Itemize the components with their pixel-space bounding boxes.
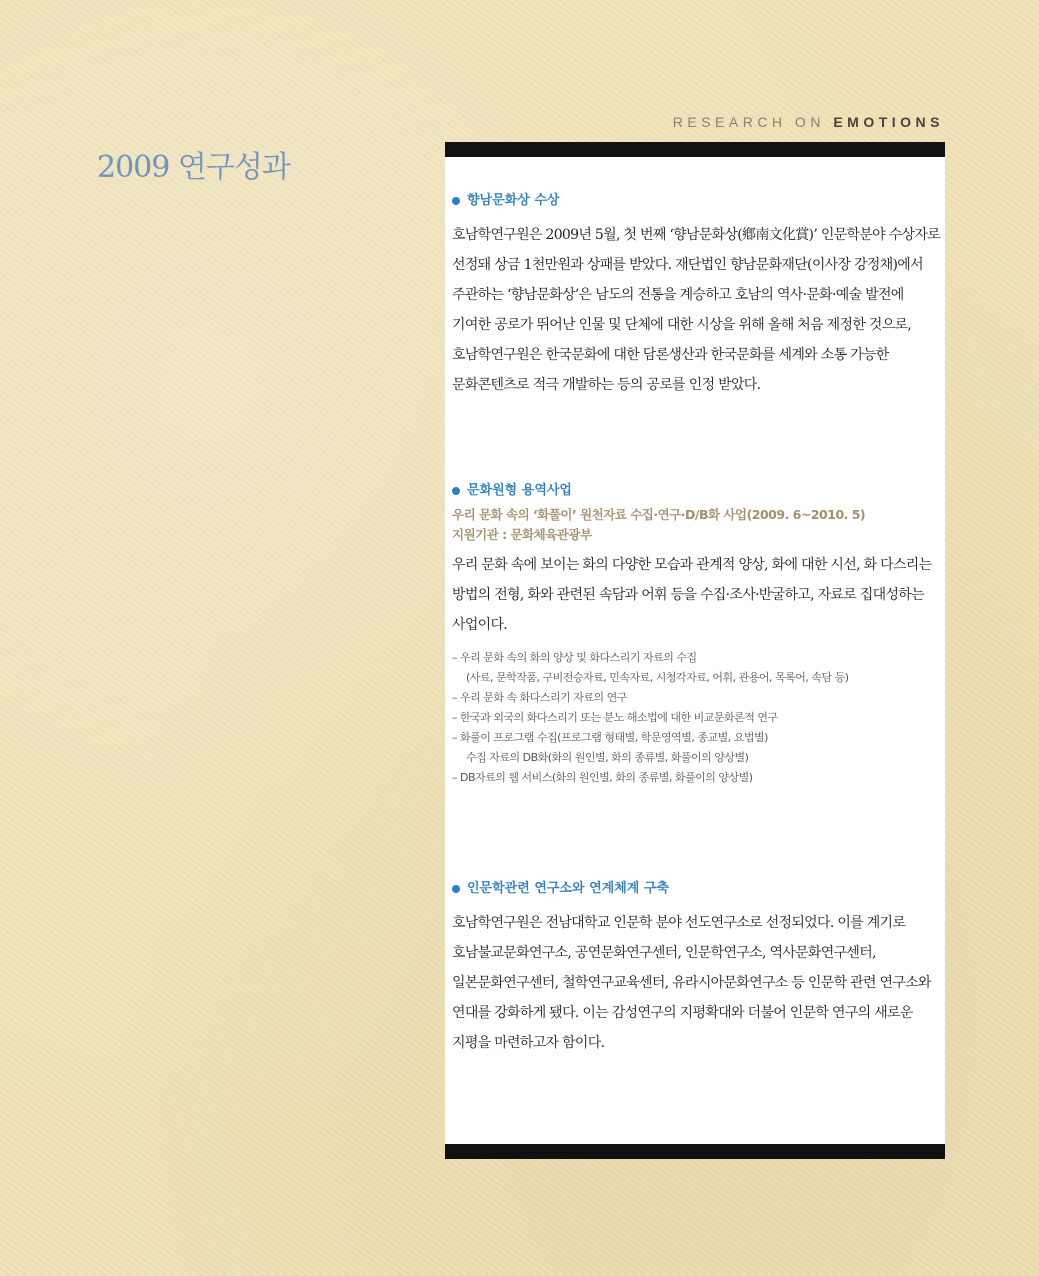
panel-bottom-bar bbox=[445, 1144, 945, 1159]
project-subtitle: 우리 문화 속의 ‘화풀이’ 원천자료 수집·연구·D/B화 사업(2009. 6~2010. 5) bbox=[452, 507, 866, 522]
list-item: – 우리 문화 속의 화의 양상 및 화다스리기 자료의 수집 bbox=[452, 651, 697, 664]
list-item: – 한국과 외국의 화다스리기 또는 분노 해소법에 대한 비교문화론적 연구 bbox=[452, 711, 778, 724]
page-title: 2009 연구성과 bbox=[97, 150, 290, 185]
section-title: 문화원형 용역사업 bbox=[452, 482, 942, 500]
support-agency: 지원기관 : 문화체육관광부 bbox=[452, 527, 592, 542]
section-project bbox=[452, 482, 942, 788]
header-tagline bbox=[673, 114, 944, 130]
list-item: – 화풀이 프로그램 수집(프로그램 형태별, 학문영역별, 종교별, 요법별) bbox=[452, 731, 768, 744]
list-item: – DB자료의 웹 서비스(화의 원인별, 화의 종류별, 화풀이의 양상별) bbox=[452, 771, 753, 784]
tagline-bold: EMOTIONS bbox=[833, 114, 944, 130]
section-body: 우리 문화 속에 보이는 화의 다양한 모습과 관계적 양상, 화에 대한 시선, 화 다스리는 방법의 전형, 화와 관련된 속담과 어휘 등을 수집·조사·반굴하고, 자료로 집대성하는 사업이다. bbox=[452, 557, 932, 633]
section-body: 호남학연구원은 2009년 5월, 첫 번째 ‘향남문화상(鄕南文化賞)’ 인문학분야 수상자로 선정돼 상금 1천만원과 상패를 받았다. 재단법인 향남문화재단(이사장 강정채)에서 주관하는 ‘향남문화상’은 남도의 전통을 계승하고 호남의 역사·문화·예술 발전에 기여한 공로가 뛰어난 인물 및 단체에 대한 시상을 위해 올해 처음 제정한 것으로, 호남학연구원은 한국문화에 대한 담론생산과 한국문화를 세계와 소통 가능한 문화콘텐츠로 적극 개발하는 등의 공로를 인정 받았다. bbox=[452, 227, 940, 393]
section-award bbox=[452, 192, 942, 400]
tagline-light: RESEARCH ON bbox=[672, 114, 834, 130]
list-item: – 우리 문화 속 화다스리기 자료의 연구 bbox=[452, 691, 627, 704]
section-body: 호남학연구원은 전남대학교 인문학 분야 선도연구소로 선정되었다. 이를 계기로 호남불교문화연구소, 공연문화연구센터, 인문학연구소, 역사문화연구센터, 일본문화연구센터, 철학연구교육센터, 유라시아문화연구소 등 인문학 관련 연구소와 연대를 강화하게 됐다. 이는 감성연구의 지평확대와 더불어 인문학 연구의 새로운 지평을 마련하고자 함이다. bbox=[452, 915, 931, 1051]
project-list bbox=[452, 648, 942, 788]
list-item: 수집 자료의 DB화(화의 원인별, 화의 종류별, 화풀이의 양상별) bbox=[466, 751, 749, 764]
panel-top-bar bbox=[445, 142, 945, 157]
section-title: 향남문화상 수상 bbox=[452, 192, 942, 210]
bullet-dot-icon bbox=[452, 487, 460, 495]
bullet-dot-icon bbox=[452, 885, 460, 893]
content-panel bbox=[445, 142, 945, 1159]
list-item: (사료, 문학작품, 구비전승자료, 민속자료, 시청각자료, 어휘, 관용어, 목록어, 속담 등) bbox=[466, 671, 849, 684]
bullet-dot-icon bbox=[452, 197, 460, 205]
section-network bbox=[452, 880, 942, 1058]
section-title: 인문학관련 연구소와 연계체계 구축 bbox=[452, 880, 942, 898]
